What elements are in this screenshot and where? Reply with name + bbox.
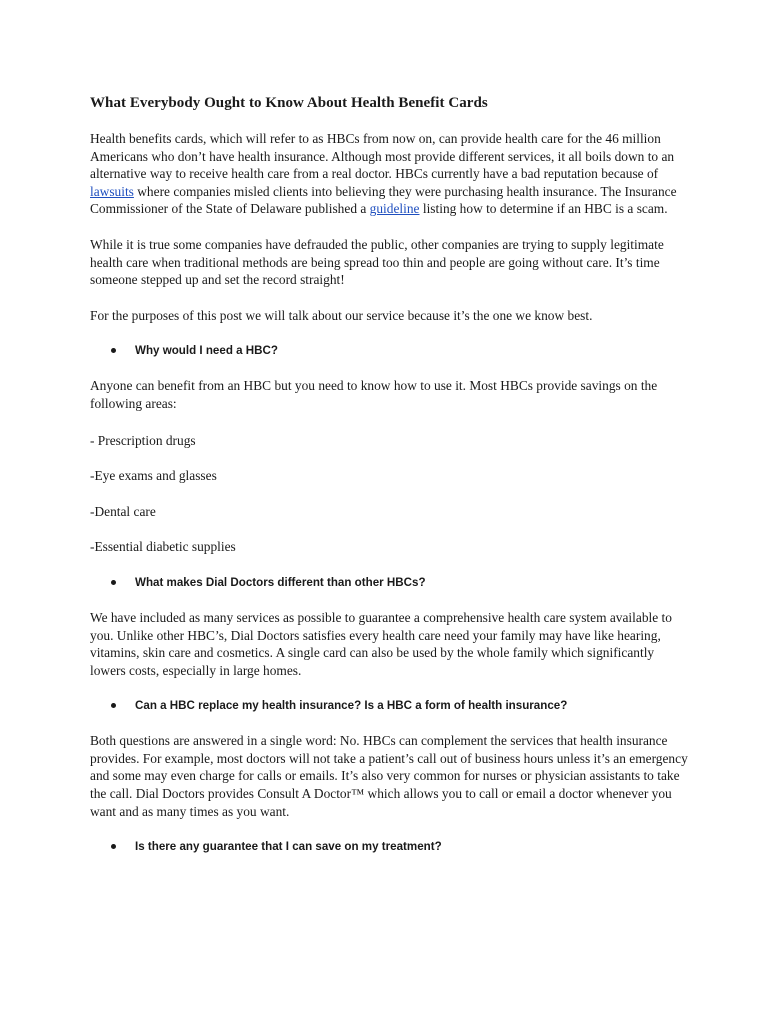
question-1 xyxy=(90,342,690,359)
savings-item: -Dental care xyxy=(90,503,156,519)
question-3-text: Can a HBC replace my health insurance? Is a HBC a form of health insurance? xyxy=(135,699,568,713)
savings-item: - Prescription drugs xyxy=(90,432,196,448)
answer-2: We have included as many services as possible to guarantee a comprehensive health care system available to you. Unlike other HBC’s, Dial Doctors satisfies every health care need your family may have like hearing, vitamins, skin care and cosmetics. A single card can also be used by the whole family which significantly lowers costs, especially in large homes. xyxy=(90,609,672,678)
guideline-link[interactable]: guideline xyxy=(369,201,420,217)
intro-text-3: listing how to determine if an HBC is a scam. xyxy=(419,201,668,217)
question-2 xyxy=(90,574,690,591)
question-1-text: Why would I need a HBC? xyxy=(135,344,278,358)
paragraph-3: For the purposes of this post we will talk about our service because it’s the one we know best. xyxy=(90,307,593,323)
lawsuits-link[interactable]: lawsuits xyxy=(90,183,134,199)
bullet-icon xyxy=(111,348,116,353)
document-title: What Everybody Ought to Know About Health Benefit Cards xyxy=(90,95,488,111)
document-page xyxy=(90,93,690,855)
intro-text-1: Health benefits cards, which will refer to as HBCs from now on, can provide health care for the 46 million Americans who don’t have health insurance. Although most provide different services, it all boils down to an alternative way to receive health care from a real doctor. HBCs currently have a bad reputation because of xyxy=(90,131,675,182)
intro-text-2: where companies misled clients into believing they were purchasing health insurance. The Insurance Commissioner of the State of Delaware published a xyxy=(90,183,677,217)
savings-item: -Essential diabetic supplies xyxy=(90,539,236,555)
question-4-text: Is there any guarantee that I can save on my treatment? xyxy=(135,840,442,854)
answer-3: Both questions are answered in a single word: No. HBCs can complement the services that health insurance provides. For example, most doctors will not take a patient’s call out of business hours unless it’s an emergency and some may even charge for calls or emails. It’s also very common for nurses or physician assistants to take the call. Dial Doctors provides Consult A Doctor™ which allows you to call or email a doctor whenever you want and as many times as you want. xyxy=(90,733,688,819)
answer-1: Anyone can benefit from an HBC but you need to know how to use it. Most HBCs provide savings on the following areas: xyxy=(90,378,658,411)
bullet-icon xyxy=(111,580,116,585)
paragraph-2: While it is true some companies have defrauded the public, other companies are trying to supply legitimate health care when traditional methods are being spread too thin and people are going without care. It’s time someone stepped up and set the record straight! xyxy=(90,236,664,288)
question-2-text: What makes Dial Doctors different than other HBCs? xyxy=(135,575,426,589)
bullet-icon xyxy=(111,844,116,849)
intro-paragraph xyxy=(90,130,690,218)
question-3 xyxy=(90,697,690,714)
savings-item: -Eye exams and glasses xyxy=(90,468,217,484)
question-4 xyxy=(90,838,690,855)
bullet-icon xyxy=(111,703,116,708)
